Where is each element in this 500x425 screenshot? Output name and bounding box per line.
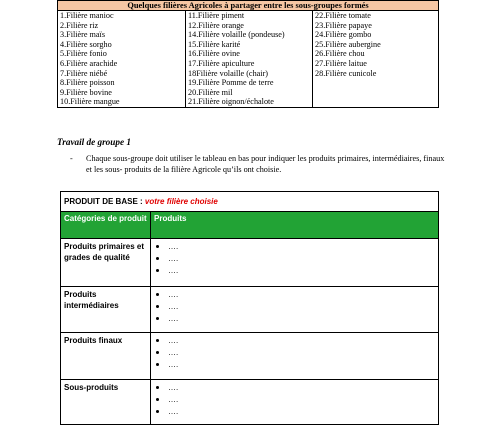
category-cell: Produits intermédiaires [61,287,151,333]
filiere-item: 23.Filière papaye [315,20,372,30]
filieres-column-3 [313,11,439,108]
base-product-cell [61,192,439,212]
group-work-instruction [70,153,450,175]
filiere-item: 9.Filière bovine [60,87,112,97]
filiere-item: 8.Filière poisson [60,78,115,88]
filiere-item: 5.Filière fonio [60,49,107,59]
bullet-item: …. [154,359,435,371]
bullet-item: …. [154,253,435,265]
base-product-row [61,192,439,212]
bullet-item: …. [154,347,435,359]
filiere-item: 24.Filière gombo [315,30,372,40]
filieres-table-title: Quelques filières Agricoles à partager entre les sous-groupes formés [58,1,439,11]
bullet-item: …. [154,241,435,253]
filiere-item: 10.Filière mangue [60,97,120,107]
base-product-label: PRODUIT DE BASE : [64,197,143,206]
table-row [61,287,439,333]
list-dash: - [70,154,73,163]
category-cell: Produits finaux [61,333,151,380]
base-product-choice: votre filière choisie [144,197,218,206]
filieres-column-1 [58,11,186,108]
filieres-column-2 [186,11,313,108]
bullet-list [154,382,435,418]
bullet-list [154,289,435,325]
filiere-item: 26.Filière chou [315,49,365,59]
filiere-item: 6.Filière arachide [60,58,118,68]
category-cell: Sous-produits [61,380,151,425]
bullet-item: …. [154,289,435,301]
bullet-item: …. [154,406,435,418]
filiere-item: 4.Filière sorgho [60,39,112,49]
bullet-item: …. [154,301,435,313]
filiere-item: 17.Filière apiculture [188,58,255,68]
table-row [61,380,439,425]
products-cell [151,239,439,287]
filiere-item: 25.Filière aubergine [315,39,381,49]
filiere-item: 7.Filière niébé [60,68,108,78]
filiere-item: 3.Filière maïs [60,30,106,40]
filiere-item: 19.Filière Pomme de terre [188,78,274,88]
filiere-item: 12.Filière orange [188,20,244,30]
filiere-item: 2.Filière riz [60,20,99,30]
bullet-item: …. [154,335,435,347]
filiere-item: 11.Filière piment [188,11,245,20]
filieres-table-header [58,1,439,11]
filiere-item: 20.Filière mil [188,87,233,97]
filiere-item: 22.Filière tomate [315,11,371,20]
header-products: Produits [151,212,439,239]
group-work-title: Travail de groupe 1 [57,137,131,147]
filiere-item: 28.Filière cunicole [315,68,377,78]
filieres-table [57,0,439,108]
bullet-item: …. [154,265,435,277]
filiere-item: 15.Filière karité [188,39,241,49]
category-cell: Produits primaires et grades de qualité [61,239,151,287]
header-category: Catégories de produit [61,212,151,239]
filiere-item: 16.Filière ovine [188,49,240,59]
bullet-item: …. [154,394,435,406]
products-cell [151,380,439,425]
bullet-item: …. [154,382,435,394]
bullet-list [154,241,435,277]
filiere-item: 21.Filière oignon/échalote [188,97,274,107]
products-cell [151,333,439,380]
filieres-table-body [58,11,439,108]
filiere-item: 27.Filière laitue [315,58,367,68]
products-table-header [61,212,439,239]
filiere-item: 14.Filière volaille (pondeuse) [188,30,285,40]
bullet-item: …. [154,313,435,325]
instruction-text: Chaque sous-groupe doit utiliser le tableau en bas pour indiquer les produits primaires, intermédiaires, finaux et les sous- produits de la filière Agricole qu’ils ont choisie. [86,154,445,174]
filiere-item: 1.Filière manioc [60,11,114,20]
table-row [61,333,439,380]
products-table [60,191,439,425]
table-row [61,239,439,287]
products-cell [151,287,439,333]
filiere-item: 18Filière volaille (chair) [188,68,269,78]
bullet-list [154,335,435,371]
